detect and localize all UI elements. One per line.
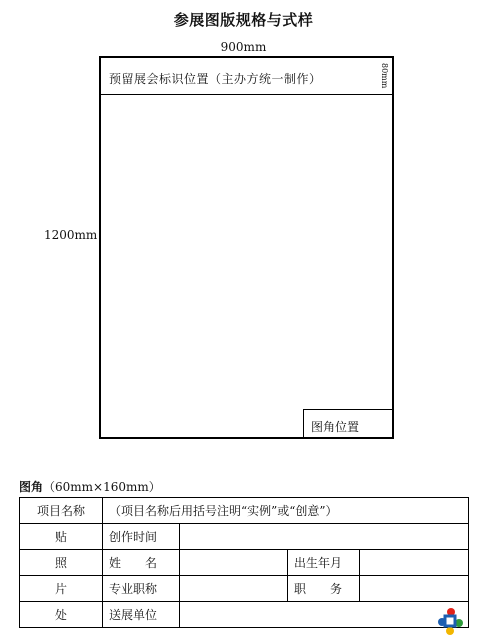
project-name-label: 项目名称 bbox=[20, 498, 103, 524]
corner-spec-title bbox=[19, 478, 161, 495]
logo-frame bbox=[445, 616, 455, 626]
field-value-title[interactable] bbox=[180, 576, 288, 602]
table-row bbox=[20, 576, 469, 602]
board-outline bbox=[99, 56, 394, 439]
corner-box bbox=[303, 409, 392, 437]
exhibition-logo-icon bbox=[435, 606, 465, 636]
table-row bbox=[20, 498, 469, 524]
width-dimension: 900mm bbox=[220, 40, 267, 54]
field-label-title: 专业职称 bbox=[103, 576, 180, 602]
field-label-unit: 送展单位 bbox=[103, 602, 180, 628]
info-table bbox=[19, 497, 469, 628]
table-row bbox=[20, 550, 469, 576]
photo-char: 照 bbox=[20, 550, 103, 576]
field-value-name[interactable] bbox=[180, 550, 288, 576]
corner-spec-bold: 图角 bbox=[19, 480, 44, 494]
banner-area bbox=[101, 58, 392, 95]
field-value-birth[interactable] bbox=[360, 550, 469, 576]
photo-char: 片 bbox=[20, 576, 103, 602]
field-label-birth: 出生年月 bbox=[288, 550, 360, 576]
table-row bbox=[20, 524, 469, 550]
field-label-position: 职 务 bbox=[288, 576, 360, 602]
field-label-name: 姓 名 bbox=[103, 550, 180, 576]
logo-dot-yellow bbox=[446, 627, 454, 635]
project-name-note: （项目名称后用括号注明“实例”或“创意”） bbox=[103, 498, 469, 524]
corner-label: 图角位置 bbox=[311, 420, 360, 434]
corner-spec-size: （60mm×160mm） bbox=[43, 480, 161, 494]
table-row bbox=[20, 602, 469, 628]
banner-dimension: 80mm bbox=[380, 63, 389, 89]
page-title: 参展图版规格与式样 bbox=[173, 11, 314, 29]
photo-char: 处 bbox=[20, 602, 103, 628]
field-value-position[interactable] bbox=[360, 576, 469, 602]
field-value-unit[interactable] bbox=[180, 602, 469, 628]
photo-char: 贴 bbox=[20, 524, 103, 550]
field-value-creation-time[interactable] bbox=[180, 524, 469, 550]
height-dimension: 1200mm bbox=[44, 228, 98, 242]
banner-text: 预留展会标识位置（主办方统一制作） bbox=[109, 72, 322, 86]
field-label-creation-time: 创作时间 bbox=[103, 524, 180, 550]
